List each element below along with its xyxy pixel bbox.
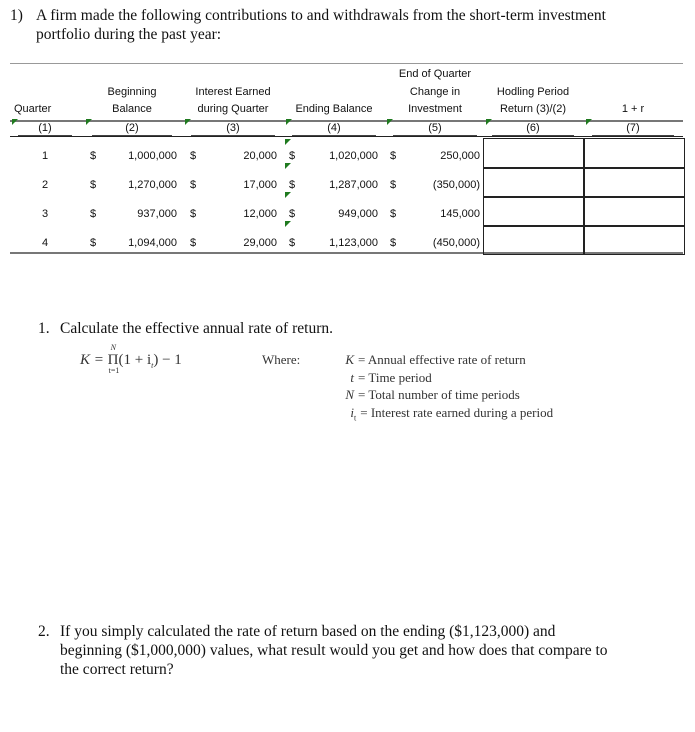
formula-upper: N [110,343,116,352]
formula-expression [80,343,182,375]
header-label: Hodling Period [496,86,570,98]
interest-cell: 29,000 [243,237,277,249]
problem-intro-line1: A firm made the following contributions to and withdrawals from the short-term investment [36,7,606,24]
beginning-cell: 1,000,000 [128,150,177,162]
header-label: Return (3)/(2) [499,103,567,115]
currency-symbol: $ [190,150,197,162]
currency-symbol: $ [390,150,397,162]
header-column-number: (5) [393,122,477,136]
header-column-number: (7) [592,122,674,136]
currency-symbol: $ [90,150,97,162]
comment-marker-icon [12,119,18,125]
where-label: Where: [262,352,301,367]
currency-symbol: $ [390,237,397,249]
change-cell: (350,000) [432,179,480,191]
comment-marker-icon [586,119,592,125]
comment-marker-icon [387,119,393,125]
holding-period-return-input[interactable] [483,225,585,255]
question2-number: 2. [38,623,50,640]
currency-symbol: $ [390,179,397,191]
currency-symbol: $ [190,179,197,191]
currency-symbol: $ [90,237,97,249]
definition-text: = Time period [358,369,432,385]
quarter-cell: 4 [41,237,49,249]
definition-item [340,405,553,423]
header-label: Balance [112,103,152,115]
holding-period-return-input[interactable] [483,138,585,169]
currency-symbol: $ [289,179,296,191]
header-label: during Quarter [197,103,269,115]
change-cell: 145,000 [440,208,480,220]
definition-symbol: t [350,369,354,385]
currency-symbol: $ [190,237,197,249]
one-plus-r-input[interactable] [583,225,685,255]
question2-line1: If you simply calculated the rate of return based on the ending ($1,123,000) and [60,623,556,640]
one-plus-r-input[interactable] [583,138,685,169]
definition-text: = Annual effective rate of return [358,352,526,367]
header-label: Change in [409,86,461,98]
quarter-cell: 3 [41,208,49,220]
quarter-cell: 2 [41,179,49,191]
comment-marker-icon [286,119,292,125]
currency-symbol: $ [90,179,97,191]
header-label: Interest Earned [195,86,271,98]
change-cell: (450,000) [432,237,480,249]
formula-sub: t [151,361,154,370]
header-label: Investment [408,103,462,115]
interest-cell: 20,000 [243,150,277,162]
interest-cell: 12,000 [243,208,277,220]
formula-lhs: K = [80,352,108,368]
comment-marker-icon [285,139,291,145]
definition-subscript: t [354,413,357,423]
ending-cell: 1,287,000 [329,179,378,191]
definition-item [340,387,520,403]
definition-symbol: i [350,404,354,420]
currency-symbol: $ [390,208,397,220]
currency-symbol: $ [289,208,296,220]
one-plus-r-input[interactable] [583,167,685,198]
change-cell: 250,000 [440,150,480,162]
header-column-number: (2) [92,122,172,136]
holding-period-return-input[interactable] [483,167,585,198]
header-label: End of Quarter [398,68,472,80]
question2-line2: beginning ($1,000,000) values, what result would you get and how does that compare to [60,642,608,659]
ending-cell: 1,020,000 [329,150,378,162]
ending-cell: 1,123,000 [329,237,378,249]
comment-marker-icon [185,119,191,125]
comment-marker-icon [86,119,92,125]
formula-end: ) − 1 [153,352,182,368]
beginning-cell: 937,000 [137,208,177,220]
definition-item [340,370,432,386]
definition-text: = Total number of time periods [358,387,520,402]
header-label: 1 + r [621,103,645,115]
definition-symbol: N [345,387,354,402]
definition-symbol: K [345,352,354,367]
subheader-rule [10,136,683,137]
formula-product: Π [107,352,119,368]
currency-symbol: $ [289,150,296,162]
comment-marker-icon [486,119,492,125]
currency-symbol: $ [90,208,97,220]
table-top-rule [10,63,683,64]
interest-cell: 17,000 [243,179,277,191]
formula-lower: t=1 [108,366,120,375]
definition-text: = Interest rate earned during a period [360,404,554,420]
ending-cell: 949,000 [338,208,378,220]
header-column-number: (4) [292,122,376,136]
header-column-number: (6) [492,122,574,136]
currency-symbol: $ [190,208,197,220]
problem-number: 1) [10,7,23,24]
question1-text: Calculate the effective annual rate of return. [60,320,333,337]
beginning-cell: 1,094,000 [128,237,177,249]
quarter-cell: 1 [41,150,49,162]
question1-number: 1. [38,320,50,337]
header-label: Ending Balance [295,103,373,115]
beginning-cell: 1,270,000 [128,179,177,191]
problem-intro-line2: portfolio during the past year: [36,26,222,43]
header-label: Quarter [14,103,52,115]
definition-item [340,352,526,368]
header-label: Beginning [107,86,157,98]
question2-line3: the correct return? [60,661,174,678]
currency-symbol: $ [289,237,296,249]
one-plus-r-input[interactable] [583,196,685,227]
header-column-number: (3) [191,122,275,136]
holding-period-return-input[interactable] [483,196,585,227]
header-column-number: (1) [18,122,72,136]
formula-rhs: (1 + i [118,352,152,368]
